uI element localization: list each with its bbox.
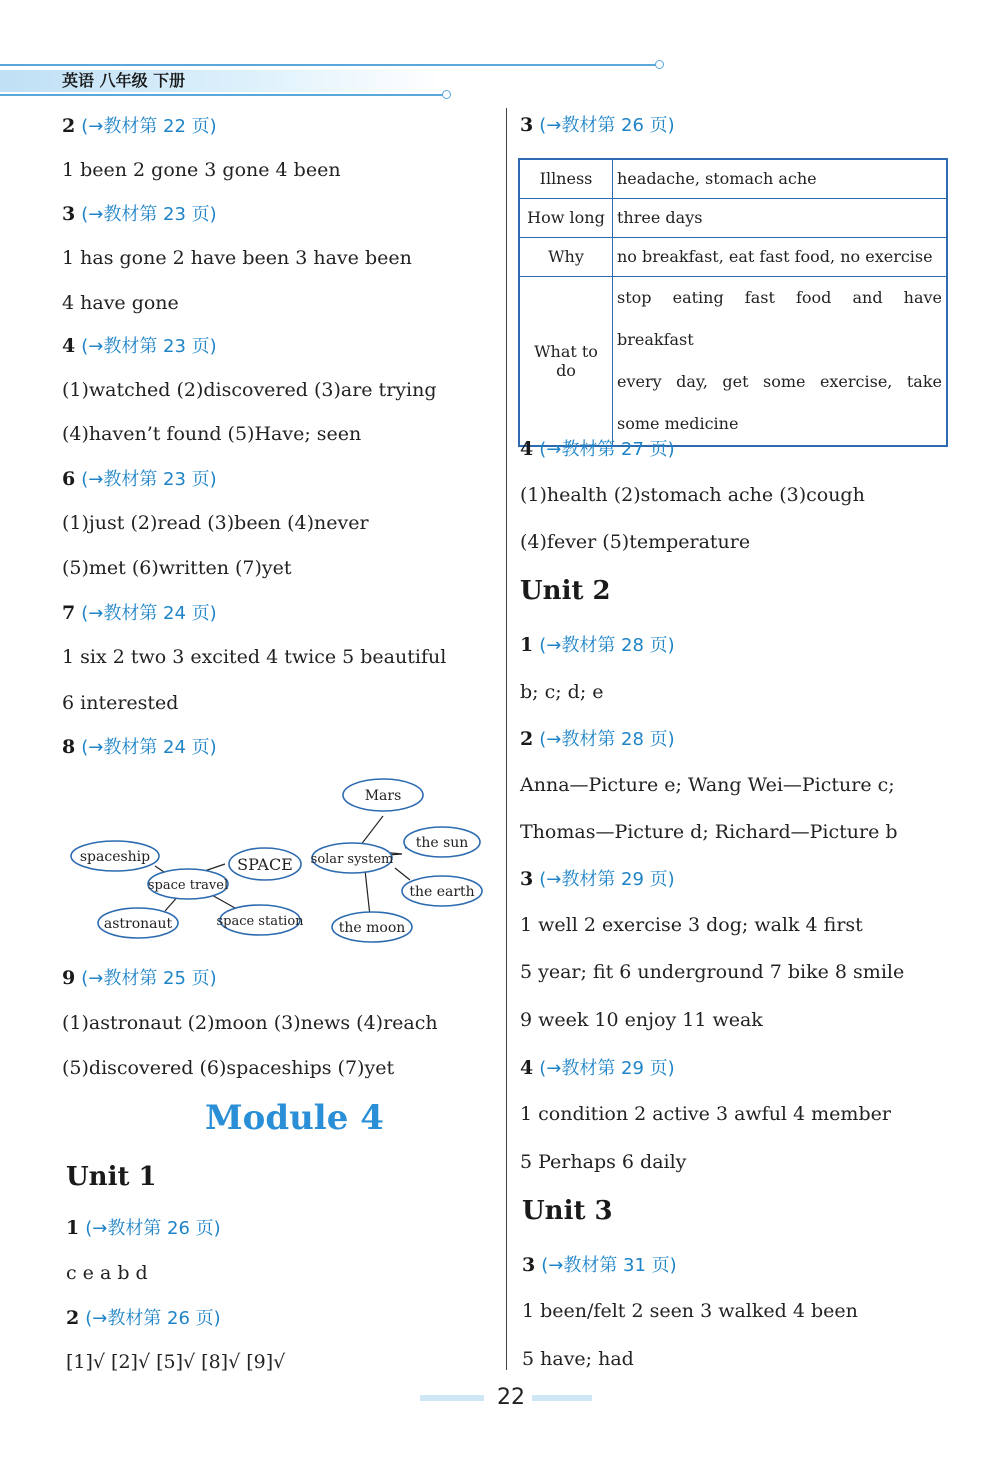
unit-heading: Unit 1 [66, 1162, 157, 1192]
table-row [519, 159, 947, 198]
answer-line: (4)haven’t found (5)Have; seen [62, 423, 362, 445]
node-the-earth: the earth [409, 884, 475, 900]
answer-line: 5 year; fit 6 underground 7 bike 8 smile [520, 961, 905, 983]
answer-line: 5 Perhaps 6 daily [520, 1151, 687, 1173]
space-mind-map [70, 776, 490, 951]
answer-line: (1)just (2)read (3)been (4)never [62, 512, 369, 534]
node-spaceship: spaceship [79, 849, 151, 865]
row-value: three days [613, 198, 948, 237]
question-number: 3 [520, 114, 534, 136]
question-number: 8 [62, 736, 76, 758]
question-number: 1 [66, 1217, 80, 1239]
node-space-travel: space travel [147, 878, 229, 893]
footer-decoration-left [420, 1395, 484, 1401]
question-heading [62, 333, 217, 360]
column-divider [506, 108, 507, 1370]
answer-line: c e a b d [66, 1262, 148, 1284]
todo-line: stop eating fast food and have breakfast [617, 287, 942, 349]
textbook-page-ref: (→教材第 29 页) [539, 869, 675, 890]
question-number: 4 [520, 438, 534, 460]
textbook-page-ref: (→教材第 29 页) [539, 1058, 675, 1079]
answer-line: (1)health (2)stomach ache (3)cough [520, 484, 865, 506]
question-number: 7 [62, 602, 76, 624]
node-solar-system: solar system [310, 852, 394, 867]
row-value: headache, stomach ache [613, 159, 948, 198]
question-number: 3 [62, 203, 76, 225]
unit-heading: Unit 2 [520, 576, 611, 606]
question-heading [520, 632, 675, 659]
todo-line: every day, get some exercise, take [617, 371, 942, 391]
table-row [519, 276, 947, 446]
answer-line: 1 been/felt 2 seen 3 walked 4 been [522, 1300, 858, 1322]
unit-heading: Unit 3 [522, 1196, 613, 1226]
row-label: Illness [519, 159, 613, 198]
question-heading [62, 734, 217, 761]
node-space-station: space station [216, 914, 304, 929]
answer-line: 1 condition 2 active 3 awful 4 member [520, 1103, 891, 1125]
illness-table [518, 158, 948, 447]
question-heading [62, 600, 217, 627]
answer-line: (5)met (6)written (7)yet [62, 557, 292, 579]
answer-line: b; c; d; e [520, 681, 604, 703]
answer-line: Thomas—Picture d; Richard—Picture b [520, 821, 898, 843]
question-number: 2 [62, 115, 76, 137]
textbook-page-ref: (→教材第 23 页) [81, 204, 217, 225]
textbook-page-ref: (→教材第 28 页) [539, 635, 675, 656]
textbook-page-ref: (→教材第 31 页) [541, 1255, 677, 1276]
row-value: no breakfast, eat fast food, no exercise [613, 237, 948, 276]
textbook-page-ref: (→教材第 25 页) [81, 968, 217, 989]
node-astronaut: astronaut [103, 916, 173, 932]
node-mars: Mars [364, 788, 402, 804]
question-number: 4 [520, 1057, 534, 1079]
node-space-center: SPACE [237, 855, 293, 874]
question-number: 1 [520, 634, 534, 656]
todo-line: some medicine [617, 413, 739, 433]
answer-line: (1)astronaut (2)moon (3)news (4)reach [62, 1012, 438, 1034]
header-top-rule [0, 64, 656, 66]
textbook-page-ref: (→教材第 26 页) [85, 1308, 221, 1329]
answer-line: 1 been 2 gone 3 gone 4 been [62, 159, 341, 181]
question-heading [520, 112, 675, 139]
question-heading [62, 113, 217, 140]
question-heading [520, 1055, 675, 1082]
question-number: 3 [522, 1254, 536, 1276]
question-heading [66, 1215, 221, 1242]
answer-line: [1]√ [2]√ [5]√ [8]√ [9]√ [66, 1351, 286, 1373]
textbook-page-ref: (→教材第 26 页) [539, 115, 675, 136]
textbook-page-ref: (→教材第 28 页) [539, 729, 675, 750]
textbook-page-ref: (→教材第 26 页) [85, 1218, 221, 1239]
answer-line: Anna—Picture e; Wang Wei—Picture c; [520, 774, 895, 796]
question-number: 2 [66, 1307, 80, 1329]
question-heading [62, 965, 217, 992]
question-heading [62, 201, 217, 228]
answer-line: (1)watched (2)discovered (3)are trying [62, 379, 437, 401]
header-top-rule-end [655, 60, 664, 69]
running-header-title: 英语 八年级 下册 [62, 71, 186, 90]
answer-line: 4 have gone [62, 292, 179, 314]
node-the-sun: the sun [415, 835, 469, 851]
textbook-page-ref: (→教材第 27 页) [539, 439, 675, 460]
textbook-page-ref: (→教材第 22 页) [81, 116, 217, 137]
table-row [519, 237, 947, 276]
answer-line: (4)fever (5)temperature [520, 531, 751, 553]
answer-line: 1 has gone 2 have been 3 have been [62, 247, 412, 269]
question-number: 6 [62, 468, 76, 490]
question-heading [520, 726, 675, 753]
answer-line: 9 week 10 enjoy 11 weak [520, 1009, 763, 1031]
node-the-moon: the moon [338, 920, 406, 936]
textbook-page-ref: (→教材第 24 页) [81, 603, 217, 624]
module-heading: Module 4 [205, 1098, 384, 1138]
answer-line: (5)discovered (6)spaceships (7)yet [62, 1057, 395, 1079]
header-bottom-rule-end [442, 90, 451, 99]
table-row [519, 198, 947, 237]
question-heading [520, 436, 675, 463]
row-label: How long [519, 198, 613, 237]
question-number: 3 [520, 868, 534, 890]
question-heading [522, 1252, 677, 1279]
answer-line: 1 well 2 exercise 3 dog; walk 4 first [520, 914, 863, 936]
textbook-page-ref: (→教材第 24 页) [81, 737, 217, 758]
question-heading [62, 466, 217, 493]
answer-line: 1 six 2 two 3 excited 4 twice 5 beautiful [62, 646, 447, 668]
textbook-page-ref: (→教材第 23 页) [81, 469, 217, 490]
question-heading [520, 866, 675, 893]
question-number: 2 [520, 728, 534, 750]
footer-decoration-right [532, 1395, 592, 1401]
answer-line: 5 have; had [522, 1348, 634, 1370]
question-number: 9 [62, 967, 76, 989]
question-number: 4 [62, 335, 76, 357]
answer-line: 6 interested [62, 692, 179, 714]
row-value [613, 276, 948, 446]
page-number: 22 [497, 1385, 525, 1410]
row-label: Why [519, 237, 613, 276]
textbook-page-ref: (→教材第 23 页) [81, 336, 217, 357]
question-heading [66, 1305, 221, 1332]
header-bottom-rule [0, 94, 443, 96]
row-label: What to do [519, 276, 613, 446]
